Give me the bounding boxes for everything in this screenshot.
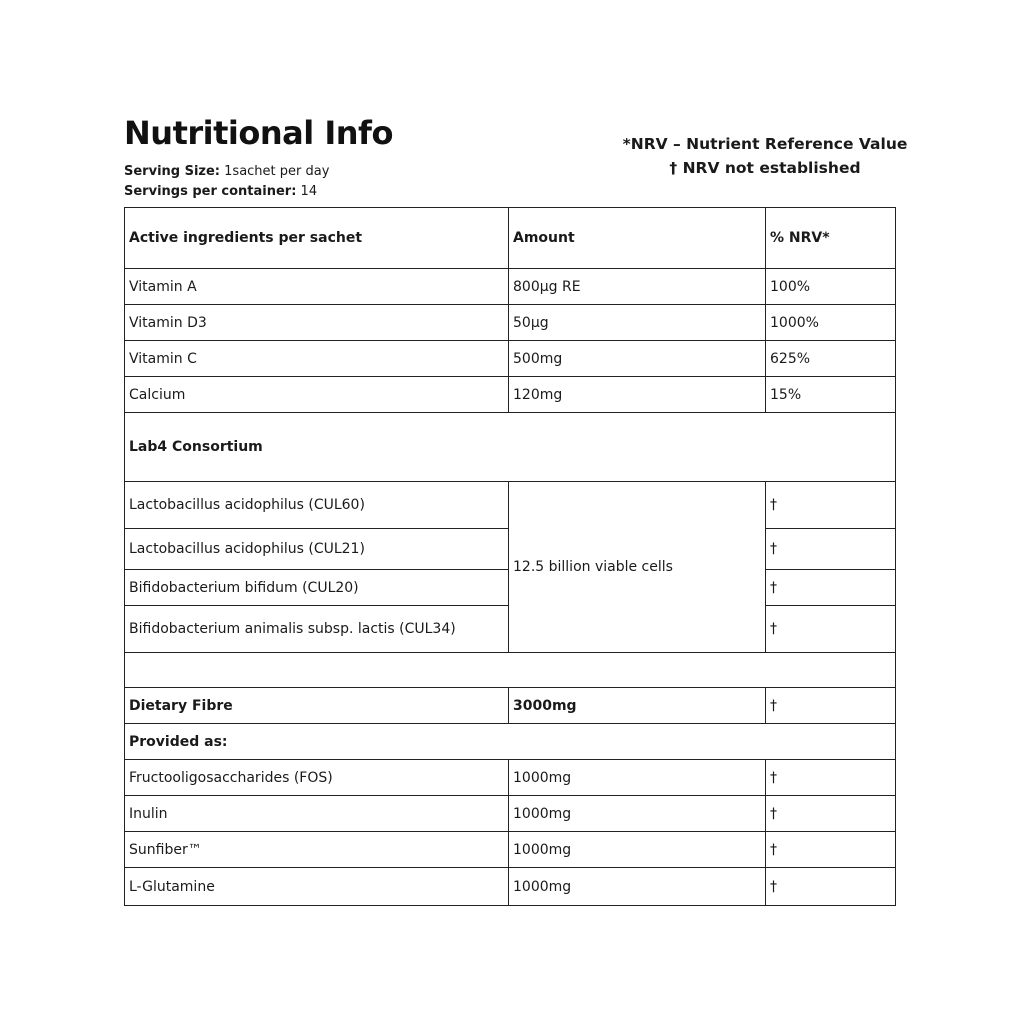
ingredient-amount: 50µg [509,305,766,341]
page-title: Nutritional Info [124,114,393,152]
ingredient-nrv: 625% [766,341,896,377]
servings-label: Servings per container: [124,184,297,199]
column-header-amount: Amount [509,208,766,269]
serving-size-value: 1sachet per day [220,164,330,179]
fibre-item-amount: 1000mg [509,760,766,796]
ingredient-name: Calcium [125,377,509,413]
ingredient-amount: 500mg [509,341,766,377]
table-row [125,341,896,377]
ingredient-amount: 800µg RE [509,269,766,305]
serving-size [124,164,329,179]
fibre-item-nrv: † [766,760,896,796]
strain-name: Bifidobacterium animalis subsp. lactis (CUL34) [125,606,509,653]
fibre-item-amount: 1000mg [509,796,766,832]
table-row [125,482,896,529]
strain-nrv: † [766,529,896,570]
ingredient-nrv: 100% [766,269,896,305]
serving-size-label: Serving Size: [124,164,221,179]
fibre-item-amount: 1000mg [509,832,766,868]
strain-nrv: † [766,482,896,529]
table-row [125,377,896,413]
fibre-item-nrv: † [766,796,896,832]
ingredient-name: Vitamin D3 [125,305,509,341]
strain-name: Lactobacillus acidophilus (CUL21) [125,529,509,570]
section-heading-consortium: Lab4 Consortium [125,413,896,482]
fibre-name: Dietary Fibre [125,688,509,724]
spacer-row [125,653,896,688]
fibre-item-name: L-Glutamine [125,868,509,906]
ingredient-name: Vitamin A [125,269,509,305]
column-header-ingredient: Active ingredients per sachet [125,208,509,269]
consortium-shared-amount: 12.5 billion viable cells [509,482,766,653]
fibre-amount: 3000mg [509,688,766,724]
fibre-item-name: Sunfiber™ [125,832,509,868]
strain-name: Lactobacillus acidophilus (CUL60) [125,482,509,529]
table-row [125,269,896,305]
provided-as-label: Provided as: [125,724,896,760]
dagger-legend: † NRV not established [669,159,861,177]
ingredient-nrv: 15% [766,377,896,413]
fibre-item-name: Inulin [125,796,509,832]
ingredient-name: Vitamin C [125,341,509,377]
ingredient-nrv: 1000% [766,305,896,341]
table-header-row [125,208,896,269]
table-row [125,305,896,341]
fibre-item-nrv: † [766,832,896,868]
strain-nrv: † [766,570,896,606]
servings-value: 14 [296,184,318,199]
fibre-nrv: † [766,688,896,724]
strain-name: Bifidobacterium bifidum (CUL20) [125,570,509,606]
nrv-legend: *NRV – Nutrient Reference Value [622,135,908,153]
fibre-item-nrv: † [766,868,896,906]
fibre-item-name: Fructooligosaccharides (FOS) [125,760,509,796]
servings-per-container [124,184,317,199]
fibre-item-amount: 1000mg [509,868,766,906]
table-row [125,868,896,906]
section-row-provided-as [125,724,896,760]
table-row [125,832,896,868]
column-header-nrv: % NRV* [766,208,896,269]
table-row [125,796,896,832]
spacer-cell [125,653,896,688]
table-row-fibre [125,688,896,724]
ingredient-amount: 120mg [509,377,766,413]
strain-nrv: † [766,606,896,653]
nutrition-table [124,207,896,906]
table-row [125,760,896,796]
section-row-consortium [125,413,896,482]
